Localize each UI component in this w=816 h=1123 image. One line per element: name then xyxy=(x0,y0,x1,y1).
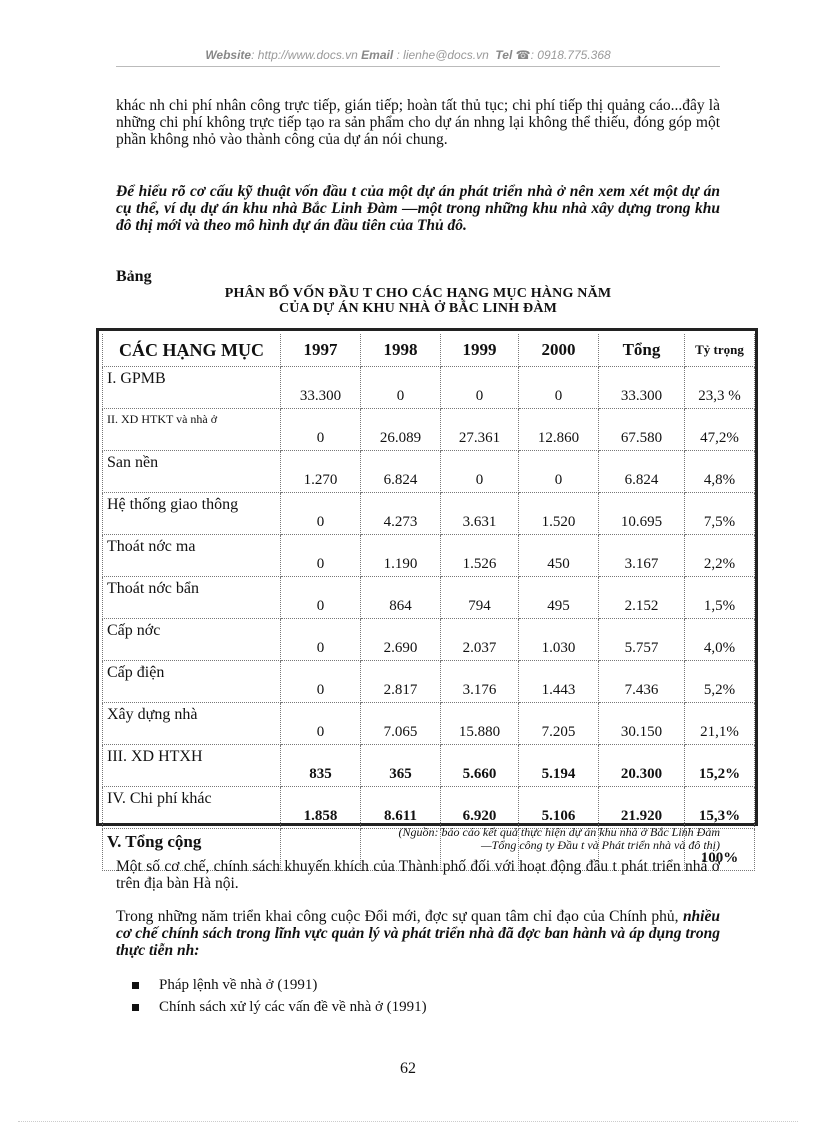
row-category: Thoát nớc bẩn xyxy=(103,577,281,619)
table-title-line-2: CỦA DỰ ÁN KHU NHÀ Ở BẮC LINH ĐÀM xyxy=(278,301,558,316)
list-item-text: Pháp lệnh về nhà ở (1991) xyxy=(159,976,318,993)
cell-total: 3.167 xyxy=(599,535,685,577)
cell-1997: 1.270 xyxy=(281,451,361,493)
cell-1999: 1.526 xyxy=(441,535,519,577)
cell-2000: 1.030 xyxy=(519,619,599,661)
cell-share: 4,0% xyxy=(685,619,755,661)
cell-1998: 2.817 xyxy=(361,661,441,703)
cell-1997: 0 xyxy=(281,409,361,451)
cell-1999: 0 xyxy=(441,367,519,409)
cell-1999: 15.880 xyxy=(441,703,519,745)
page-header xyxy=(0,48,816,62)
cell-2000: 5.106 xyxy=(519,787,599,829)
cell-1998: 1.190 xyxy=(361,535,441,577)
table-header-row xyxy=(103,334,755,367)
table-row xyxy=(103,703,755,745)
cell-share: 2,2% xyxy=(685,535,755,577)
cell-2000: 495 xyxy=(519,577,599,619)
header-1997: 1997 xyxy=(281,334,361,367)
table-title-line-1: PHÂN BỔ VỐN ĐẦU T CHO CÁC HẠNG MỤC HÀNG NĂM xyxy=(224,286,612,301)
website-label: Website xyxy=(205,48,252,62)
cell-total: 33.300 xyxy=(599,367,685,409)
tel-label: Tel ☎ xyxy=(495,48,531,62)
cell-1997: 0 xyxy=(281,577,361,619)
website-value: : http://www.docs.vn xyxy=(251,48,362,62)
cell-share: 15,3% xyxy=(685,787,755,829)
cell-share: 15,2% xyxy=(685,745,755,787)
row-category: I. GPMB xyxy=(103,367,281,409)
cell-1998: 0 xyxy=(361,367,441,409)
source-line-1: (Nguồn: báo cáo kết quả thực hiện dự án khu nhà ở Bắc Linh Đàm xyxy=(398,825,720,839)
cell-1998: 8.611 xyxy=(361,787,441,829)
cell-2000: 1.443 xyxy=(519,661,599,703)
cell-2000: 12.860 xyxy=(519,409,599,451)
cell-1999: 0 xyxy=(441,451,519,493)
email-value: : lienhe@docs.vn xyxy=(393,48,493,62)
cell-total: 67.580 xyxy=(599,409,685,451)
cell-total: 7.436 xyxy=(599,661,685,703)
header-1998: 1998 xyxy=(361,334,441,367)
table-title xyxy=(116,286,720,316)
table-row xyxy=(103,493,755,535)
cell-1998: 6.824 xyxy=(361,451,441,493)
cell-share: 1,5% xyxy=(685,577,755,619)
cell-1999: 3.631 xyxy=(441,493,519,535)
row-category: Cấp điện xyxy=(103,661,281,703)
cell-1997: 33.300 xyxy=(281,367,361,409)
cell-1999: 5.660 xyxy=(441,745,519,787)
cell-1998: 864 xyxy=(361,577,441,619)
cell-total: 30.150 xyxy=(599,703,685,745)
table-row xyxy=(103,787,755,829)
cell-1999: 3.176 xyxy=(441,661,519,703)
email-label: Email xyxy=(361,48,394,62)
cell-2000: 450 xyxy=(519,535,599,577)
cell-total: 20.300 xyxy=(599,745,685,787)
list-item xyxy=(132,974,427,996)
tel-value: : 0918.775.368 xyxy=(530,48,611,62)
cell-1998: 4.273 xyxy=(361,493,441,535)
table-row xyxy=(103,661,755,703)
row-category: Xây dựng nhà xyxy=(103,703,281,745)
cell-1997: 0 xyxy=(281,661,361,703)
square-bullet-icon xyxy=(132,1004,139,1011)
row-category: San nền xyxy=(103,451,281,493)
cell-1998: 365 xyxy=(361,745,441,787)
cell-1997: 0 xyxy=(281,493,361,535)
cell-1997: 1.858 xyxy=(281,787,361,829)
table-label: Bảng xyxy=(116,268,152,285)
row-category: Hệ thống giao thông xyxy=(103,493,281,535)
cell-share: 47,2% xyxy=(685,409,755,451)
paragraph-4-emphasis: nhiều cơ chế chính sách trong lĩnh vực quản lý và phát triển nhà đã đợc ban hành và áp dụng trong thực tiễn nh: xyxy=(116,908,720,959)
cell-share: 100% xyxy=(685,829,755,871)
cell-share: 7,5% xyxy=(685,493,755,535)
cell-2000: 7.205 xyxy=(519,703,599,745)
cell-1998: 26.089 xyxy=(361,409,441,451)
cell-total: 5.757 xyxy=(599,619,685,661)
table-source-note xyxy=(399,826,720,852)
table-row xyxy=(103,409,755,451)
table-row xyxy=(103,745,755,787)
cell-share: 21,1% xyxy=(685,703,755,745)
paragraph-4-text: Trong những năm triển khai công cuộc Đổi mới, đợc sự quan tâm chỉ đạo của Chính phủ, xyxy=(116,908,683,925)
table-row xyxy=(103,577,755,619)
header-share: Tỷ trọng xyxy=(685,334,755,367)
cell-1998: 2.690 xyxy=(361,619,441,661)
row-category: II. XD HTKT và nhà ở xyxy=(103,409,281,451)
row-category: III. XD HTXH xyxy=(103,745,281,787)
investment-table xyxy=(102,334,755,871)
cell-1997: 0 xyxy=(281,535,361,577)
cell-total: 10.695 xyxy=(599,493,685,535)
cell-2000: 0 xyxy=(519,367,599,409)
table-row xyxy=(103,535,755,577)
row-category: Thoát nớc ma xyxy=(103,535,281,577)
cell-total: 6.824 xyxy=(599,451,685,493)
table-row xyxy=(103,451,755,493)
cell-2000: 0 xyxy=(519,451,599,493)
row-category: Cấp nớc xyxy=(103,619,281,661)
bullet-list xyxy=(132,974,427,1018)
cell-share: 4,8% xyxy=(685,451,755,493)
paragraph-1: khác nh chi phí nhân công trực tiếp, gián tiếp; hoàn tất thủ tục; chi phí tiếp thị quảng cáo...đây là những chi phí không trực tiếp tạo ra sản phẩm cho dự án nhng lại không thể thiếu, đóng góp một phần không nhỏ vào thành công của dự án nói chung. xyxy=(116,97,720,148)
cell-share: 5,2% xyxy=(685,661,755,703)
list-item-text: Chính sách xử lý các vấn đề về nhà ở (1991) xyxy=(159,998,427,1015)
cell-share: 23,3 % xyxy=(685,367,755,409)
cell-1999: 2.037 xyxy=(441,619,519,661)
list-item xyxy=(132,996,427,1018)
page-number: 62 xyxy=(400,1060,416,1077)
cell-1997: 0 xyxy=(281,619,361,661)
table-row xyxy=(103,619,755,661)
cell-1999: 6.920 xyxy=(441,787,519,829)
header-total: Tổng xyxy=(599,334,685,367)
row-category: V. Tổng cộng xyxy=(103,829,281,871)
header-category: CÁC HẠNG MỤC xyxy=(103,334,281,367)
cell-1999: 27.361 xyxy=(441,409,519,451)
cell-1999: 794 xyxy=(441,577,519,619)
footer-divider xyxy=(18,1121,798,1122)
cell-1997: 835 xyxy=(281,745,361,787)
cell-2000: 1.520 xyxy=(519,493,599,535)
square-bullet-icon xyxy=(132,982,139,989)
paragraph-3: Một số cơ chế, chính sách khuyến khích của Thành phố đối với hoạt động đầu t phát triển nhà ở trên địa bàn Hà nội. xyxy=(116,858,720,892)
source-line-2: —Tổng công ty Đầu t và Phát triển nhà và đô thị) xyxy=(481,838,720,852)
header-divider xyxy=(116,66,720,67)
cell-1998: 7.065 xyxy=(361,703,441,745)
paragraph-4 xyxy=(116,908,720,959)
cell-2000: 5.194 xyxy=(519,745,599,787)
cell-total: 2.152 xyxy=(599,577,685,619)
header-2000: 2000 xyxy=(519,334,599,367)
header-1999: 1999 xyxy=(441,334,519,367)
row-category: IV. Chi phí khác xyxy=(103,787,281,829)
table-row xyxy=(103,367,755,409)
cell-1997: 0 xyxy=(281,703,361,745)
cell-total: 21.920 xyxy=(599,787,685,829)
paragraph-2: Để hiểu rõ cơ cấu kỹ thuật vốn đầu t của một dự án phát triển nhà ở nên xem xét một dự án cụ thể, ví dụ dự án khu nhà Bắc Linh Đàm —một trong những khu nhà xây dựng trong khu đô thị mới và theo mô hình dự án đầu tiên của Thủ đô. xyxy=(116,183,720,234)
